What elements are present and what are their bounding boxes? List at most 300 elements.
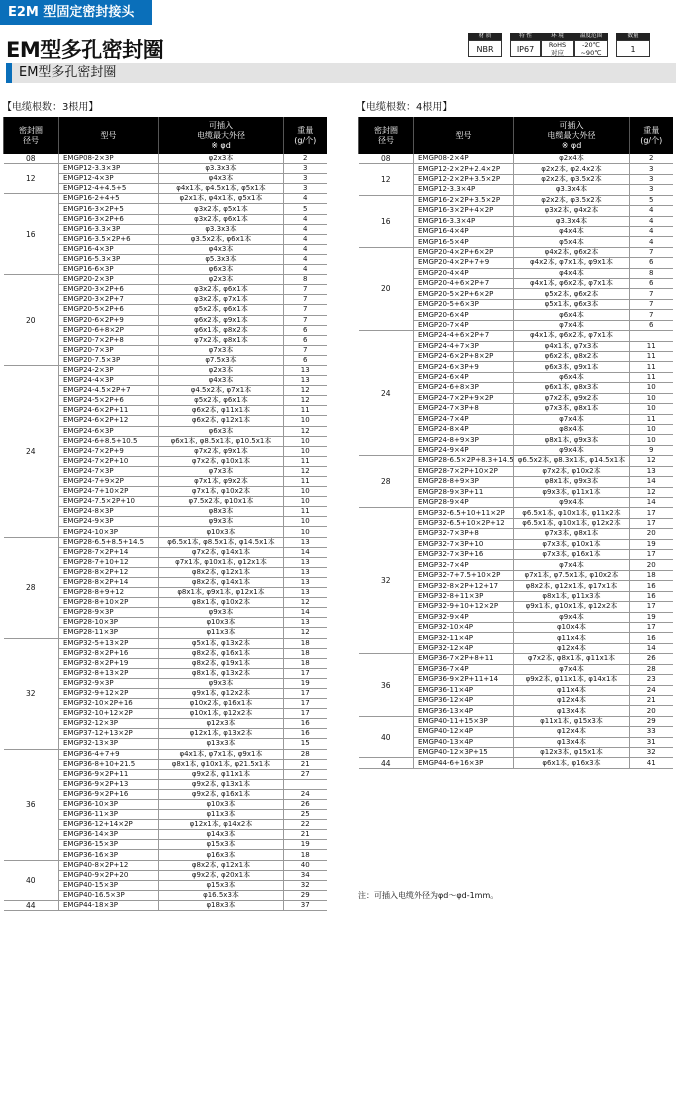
model-cell: EMGP36-11×3P <box>59 810 159 820</box>
model-cell: EMGP16-4×3P <box>59 244 159 254</box>
seal-dia-cell: 44 <box>4 900 59 910</box>
weight-cell: 10 <box>284 416 327 426</box>
model-cell: EMGP28-7×2P+14 <box>59 547 159 557</box>
cable-dia-cell: φ11x1本, φ15x3本 <box>514 716 630 726</box>
model-cell: EMGP32-11×4P <box>414 633 514 643</box>
model-cell: EMGP16-3×2P+5 <box>59 204 159 214</box>
weight-cell: 10 <box>630 383 673 393</box>
spec-badges <box>468 33 650 57</box>
weight-cell: 19 <box>284 678 327 688</box>
cable-dia-cell: φ5x1本, φ6x3本 <box>514 299 630 309</box>
model-cell: EMGP24-6×2P+12 <box>59 416 159 426</box>
model-cell: EMGP12-2×2P+2.4×2P <box>414 164 514 174</box>
model-cell: EMGP24-5×2P+6 <box>59 396 159 406</box>
model-cell: EMGP36-9×2P+13 <box>59 779 159 789</box>
weight-cell: 19 <box>630 539 673 549</box>
model-cell: EMGP32-12×4P <box>414 643 514 653</box>
weight-cell: 19 <box>630 612 673 622</box>
table-row <box>359 195 673 205</box>
spec-label: 温度范围 <box>574 33 608 40</box>
model-cell: EMGP20-2×3P <box>59 275 159 285</box>
model-cell: EMGP32-10×4P <box>414 622 514 632</box>
cable-dia-cell: φ12x3本 <box>159 719 284 729</box>
weight-cell: 14 <box>630 477 673 487</box>
cable-dia-cell: φ10x1本, φ12x2本 <box>159 709 284 719</box>
cable-dia-cell: φ16x3本 <box>159 850 284 860</box>
model-cell: EMGP36-15×3P <box>59 840 159 850</box>
weight-cell: 28 <box>630 664 673 674</box>
model-cell: EMGP24-10×3P <box>59 527 159 537</box>
model-cell: EMGP28-8+9×3P <box>414 477 514 487</box>
seal-dia-cell: 40 <box>359 716 414 758</box>
table-row <box>359 331 673 341</box>
weight-cell: 17 <box>630 550 673 560</box>
cable-dia-cell: φ9x2本, φ11x1本 <box>159 769 284 779</box>
weight-cell: 16 <box>630 591 673 601</box>
spec-quantity <box>616 33 650 57</box>
model-cell: EMGP36-13×4P <box>414 706 514 716</box>
weight-cell: 7 <box>284 295 327 305</box>
cable-dia-cell: φ8x4本 <box>514 424 630 434</box>
weight-cell: 20 <box>630 560 673 570</box>
model-cell: EMGP20-6+8×2P <box>59 325 159 335</box>
cable-dia-cell: φ7x3本 <box>159 466 284 476</box>
seal-dia-cell: 40 <box>4 860 59 900</box>
weight-cell: 4 <box>630 206 673 216</box>
cable-dia-cell: φ6.5x1本, φ10x1本, φ12x2本 <box>514 518 630 528</box>
weight-cell: 23 <box>630 675 673 685</box>
weight-cell: 13 <box>630 466 673 476</box>
model-cell: EMGP36-9×2P+11 <box>59 769 159 779</box>
cable-dia-cell: φ7x2本, φ9x2本 <box>514 393 630 403</box>
model-cell: EMGP24-4+6×2P+7 <box>414 331 514 341</box>
cable-dia-cell: φ5x2本, φ6x1本 <box>159 396 284 406</box>
weight-cell: 4 <box>630 226 673 236</box>
weight-cell: 16 <box>630 581 673 591</box>
seal-dia-cell: 32 <box>4 638 59 749</box>
seal-dia-cell: 24 <box>359 331 414 456</box>
weight-cell: 10 <box>630 404 673 414</box>
model-cell: EMGP24-6+8×3P <box>414 383 514 393</box>
cable-dia-cell: φ2x2本, φ3.5x2本 <box>514 174 630 184</box>
weight-cell: 13 <box>284 537 327 547</box>
model-cell: EMGP20-4+6×2P+7 <box>414 279 514 289</box>
weight-cell: 7 <box>284 305 327 315</box>
table-row <box>359 508 673 518</box>
weight-cell: 6 <box>630 279 673 289</box>
weight-cell: 21 <box>630 695 673 705</box>
table-row <box>359 654 673 664</box>
spec-label: 环 境 <box>541 33 574 40</box>
cable-dia-cell: φ8x1本, φ9x1本, φ12x1本 <box>159 588 284 598</box>
cable-dia-cell: φ7x4本 <box>514 414 630 424</box>
weight-cell: 12 <box>284 598 327 608</box>
cable-dia-cell: φ7x3本, φ8x1本 <box>514 404 630 414</box>
weight-cell: 10 <box>284 487 327 497</box>
cable-dia-cell: φ4.5x2本, φ7x1本 <box>159 386 284 396</box>
cable-dia-cell: φ4x3本 <box>159 174 284 184</box>
table-row <box>4 537 327 547</box>
spec-feature <box>510 33 541 57</box>
model-cell: EMGP24-6×2P+8×2P <box>414 352 514 362</box>
cable-dia-cell: φ9x2本, φ13x1本 <box>159 779 284 789</box>
cable-dia-cell: φ12x4本 <box>514 695 630 705</box>
model-cell: EMGP16-3×2P+6 <box>59 214 159 224</box>
model-cell: EMGP40-9×2P+20 <box>59 870 159 880</box>
weight-cell: 7 <box>284 315 327 325</box>
spec-value: 1 <box>616 40 650 57</box>
model-cell: EMGP32-8+11×3P <box>414 591 514 601</box>
cable-dia-cell: φ5x2本, φ6x2本 <box>514 289 630 299</box>
header-dia: 密封圈 径号 <box>359 117 414 154</box>
model-cell: EMGP40-16.5×3P <box>59 890 159 900</box>
model-cell: EMGP32-7+7.5+10×2P <box>414 570 514 580</box>
model-cell: EMGP16-2+4+5 <box>59 194 159 204</box>
cable-dia-cell: φ4x1本, φ6x2本, φ7x1本 <box>514 279 630 289</box>
cable-dia-cell: φ8x1本, φ10x2本 <box>159 598 284 608</box>
cable-dia-cell: φ4x1本, φ7x3本 <box>514 341 630 351</box>
weight-cell: 41 <box>630 758 673 768</box>
weight-cell: 17 <box>630 518 673 528</box>
seal-dia-cell: 12 <box>4 164 59 194</box>
model-cell: EMGP44-18×3P <box>59 900 159 910</box>
model-cell: EMGP20-7×4P <box>414 320 514 330</box>
header-model: 型号 <box>414 117 514 154</box>
weight-cell: 6 <box>284 325 327 335</box>
weight-cell: 7 <box>284 285 327 295</box>
model-cell: EMGP24-6×4P <box>414 372 514 382</box>
weight-cell: 12 <box>630 487 673 497</box>
table-row <box>359 716 673 726</box>
spec-value: IP67 <box>510 40 541 57</box>
weight-cell: 12 <box>284 396 327 406</box>
cable-dia-cell: φ6x1本, φ16x3本 <box>514 758 630 768</box>
weight-cell: 16 <box>630 633 673 643</box>
weight-cell: 31 <box>630 737 673 747</box>
header-cable: 可插入 电缆最大外径 ※ φd <box>159 117 284 154</box>
cable-dia-cell: φ3x2本, φ5x1本 <box>159 204 284 214</box>
cable-dia-cell: φ6x3本, φ9x1本 <box>514 362 630 372</box>
cable-dia-cell: φ8x3本 <box>159 507 284 517</box>
model-cell: EMGP24-7×2P+9×2P <box>414 393 514 403</box>
model-cell: EMGP32-5+13×2P <box>59 638 159 648</box>
weight-cell: 33 <box>630 727 673 737</box>
model-cell: EMGP24-6×3P <box>59 426 159 436</box>
seal-dia-cell: 08 <box>4 154 59 164</box>
model-cell: EMGP28-8×2P+14 <box>59 577 159 587</box>
table-row <box>359 456 673 466</box>
cable-dia-cell: φ7x4本 <box>514 664 630 674</box>
weight-cell: 11 <box>284 477 327 487</box>
weight-cell: 14 <box>284 608 327 618</box>
model-cell: EMGP32-12×3P <box>59 719 159 729</box>
weight-cell: 11 <box>630 414 673 424</box>
cable-dia-cell: φ9x1本, φ10x1本, φ12x2本 <box>514 602 630 612</box>
cable-dia-cell: φ12x1本, φ14x2本 <box>159 820 284 830</box>
model-cell: EMGP32-9+12×2P <box>59 688 159 698</box>
model-cell: EMGP24-7×3P <box>59 466 159 476</box>
cable-dia-cell: φ3.3x3本 <box>159 164 284 174</box>
weight-cell: 17 <box>284 709 327 719</box>
weight-cell: 8 <box>630 268 673 278</box>
weight-cell: 4 <box>284 244 327 254</box>
model-cell: EMGP32-13×3P <box>59 739 159 749</box>
cable-dia-cell: φ7x3本, φ16x1本 <box>514 550 630 560</box>
seal-dia-cell: 20 <box>4 275 59 366</box>
cable-dia-cell: φ5x4本 <box>514 237 630 247</box>
weight-cell: 29 <box>630 716 673 726</box>
model-cell: EMGP32-10+12×2P <box>59 709 159 719</box>
cable-dia-cell: φ9x2本, φ11x1本, φ14x1本 <box>514 675 630 685</box>
model-cell: EMGP24-7+10×2P <box>59 487 159 497</box>
model-cell: EMGP36-14×3P <box>59 830 159 840</box>
model-cell: EMGP36-9×2P+11+14 <box>414 675 514 685</box>
subtitle: EM型多孔密封圈 <box>19 65 117 80</box>
weight-cell: 10 <box>630 424 673 434</box>
cable-dia-cell: φ6x3本 <box>159 265 284 275</box>
seal-dia-cell: 32 <box>359 508 414 654</box>
weight-cell: 24 <box>284 789 327 799</box>
cable-dia-cell: φ8x2本, φ19x1本 <box>159 658 284 668</box>
model-cell: EMGP24-4+7×3P <box>414 341 514 351</box>
model-cell: EMGP24-2×3P <box>59 365 159 375</box>
weight-cell: 14 <box>284 547 327 557</box>
seal-dia-cell: 20 <box>359 247 414 330</box>
model-cell: EMGP36-4+7+9 <box>59 749 159 759</box>
cable-dia-cell: φ3x2本, φ4x2本 <box>514 206 630 216</box>
cable-dia-cell: φ2x3本 <box>159 275 284 285</box>
model-cell: EMGP12-3.3×4P <box>414 185 514 195</box>
cable-dia-cell: φ10x2本, φ16x1本 <box>159 699 284 709</box>
model-cell: EMGP36-7×2P+8+11 <box>414 654 514 664</box>
cable-dia-cell: φ4x1本, φ7x1本, φ9x1本 <box>159 749 284 759</box>
weight-cell: 20 <box>630 706 673 716</box>
cable-dia-cell: φ7x1本, φ9x2本 <box>159 477 284 487</box>
cable-dia-cell: φ9x4本 <box>514 612 630 622</box>
model-cell: EMGP28-7×2P+10×2P <box>414 466 514 476</box>
weight-cell: 17 <box>630 602 673 612</box>
cable-dia-cell: φ11x4本 <box>514 685 630 695</box>
seal-dia-cell: 28 <box>4 537 59 638</box>
weight-cell: 10 <box>284 446 327 456</box>
cable-dia-cell: φ10x3本 <box>159 527 284 537</box>
model-cell: EMGP28-6.5+8.5+14.5 <box>59 537 159 547</box>
seal-dia-cell: 12 <box>359 164 414 195</box>
table-4-cable <box>358 117 673 769</box>
weight-cell: 4 <box>284 194 327 204</box>
cable-dia-cell: φ2x1本, φ4x1本, φ5x1本 <box>159 194 284 204</box>
weight-cell: 3 <box>630 174 673 184</box>
weight-cell: 3 <box>284 164 327 174</box>
spec-group <box>510 33 608 57</box>
seal-dia-cell: 16 <box>359 195 414 247</box>
model-cell: EMGP24-6×2P+11 <box>59 406 159 416</box>
section-title-3-cable: 【电缆根数：3根用】 <box>2 102 99 113</box>
model-cell: EMGP24-9×3P <box>59 517 159 527</box>
seal-dia-cell: 28 <box>359 456 414 508</box>
spec-label: 特 性 <box>510 33 541 40</box>
header-weight: 重量 (g/个) <box>630 117 673 154</box>
spec-material <box>468 33 502 57</box>
model-cell: EMGP28-6.5×2P+8.3+14.5 <box>414 456 514 466</box>
weight-cell: 18 <box>284 638 327 648</box>
model-cell: EMGP32-7×4P <box>414 560 514 570</box>
model-cell: EMGP20-6×2P+9 <box>59 315 159 325</box>
spec-label: 数量 <box>616 33 650 40</box>
weight-cell: 17 <box>284 699 327 709</box>
cable-dia-cell: φ6.5x1本, φ10x1本, φ11x2本 <box>514 508 630 518</box>
model-cell: EMGP20-4×2P+6×2P <box>414 247 514 257</box>
spec-label: 材 质 <box>468 33 502 40</box>
weight-cell <box>284 779 327 789</box>
seal-dia-cell: 24 <box>4 365 59 537</box>
model-cell: EMGP28-10×3P <box>59 618 159 628</box>
table-row <box>4 275 327 285</box>
weight-cell: 12 <box>284 628 327 638</box>
weight-cell: 12 <box>284 426 327 436</box>
model-cell: EMGP20-4×2P+7+9 <box>414 258 514 268</box>
model-cell: EMGP24-4.5×2P+7 <box>59 386 159 396</box>
spec-value: RoHS 对应 <box>541 40 574 57</box>
cable-dia-cell: φ11x4本 <box>514 633 630 643</box>
weight-cell: 7 <box>630 310 673 320</box>
table-row <box>359 758 673 768</box>
seal-dia-cell: 44 <box>359 758 414 768</box>
model-cell: EMGP40-11+15×3P <box>414 716 514 726</box>
cable-dia-cell: φ4x2本, φ7x1本, φ9x1本 <box>514 258 630 268</box>
weight-cell: 11 <box>284 507 327 517</box>
cable-dia-cell: φ7x4本 <box>514 320 630 330</box>
cable-dia-cell: φ3x2本, φ6x1本 <box>159 285 284 295</box>
model-cell: EMGP28-9×3P+11 <box>414 487 514 497</box>
weight-cell: 13 <box>284 588 327 598</box>
cable-dia-cell: φ6x2本, φ11x1本 <box>159 406 284 416</box>
table-row <box>4 164 327 174</box>
model-cell: EMGP40-12×3P+15 <box>414 748 514 758</box>
weight-cell: 13 <box>284 557 327 567</box>
cable-dia-cell: φ6x2本, φ9x1本 <box>159 315 284 325</box>
cable-dia-cell: φ5x1本, φ13x2本 <box>159 638 284 648</box>
weight-cell: 10 <box>630 393 673 403</box>
model-cell: EMGP36-8+10+21.5 <box>59 759 159 769</box>
model-cell: EMGP20-4×4P <box>414 268 514 278</box>
model-cell: EMGP24-9×4P <box>414 445 514 455</box>
weight-cell: 4 <box>630 237 673 247</box>
weight-cell: 16 <box>284 729 327 739</box>
cable-dia-cell: φ6x1本, φ8x2本 <box>159 325 284 335</box>
cable-dia-cell: φ7x2本, φ10x2本 <box>514 466 630 476</box>
model-cell: EMGP32-8×2P+19 <box>59 658 159 668</box>
cable-dia-cell: φ3.3x4本 <box>514 216 630 226</box>
cable-dia-cell: φ4x4本 <box>514 226 630 236</box>
weight-cell: 3 <box>630 185 673 195</box>
model-cell: EMGP08-2×3P <box>59 154 159 164</box>
model-cell: EMGP24-7+9×2P <box>59 477 159 487</box>
model-cell: EMGP40-13×4P <box>414 737 514 747</box>
weight-cell: 9 <box>630 445 673 455</box>
model-cell: EMGP20-5×2P+6×2P <box>414 289 514 299</box>
cable-dia-cell: φ11x3本 <box>159 810 284 820</box>
model-cell: EMGP20-3×2P+7 <box>59 295 159 305</box>
cable-dia-cell: φ9x3本 <box>159 678 284 688</box>
cable-dia-cell: φ5x2本, φ6x1本 <box>159 305 284 315</box>
header-weight: 重量 (g/个) <box>284 117 327 154</box>
model-cell: EMGP40-8×2P+12 <box>59 860 159 870</box>
model-cell: EMGP32-9+10+12×2P <box>414 602 514 612</box>
weight-cell: 7 <box>630 247 673 257</box>
weight-cell: 26 <box>284 800 327 810</box>
cable-dia-cell: φ4x2本, φ6x2本 <box>514 247 630 257</box>
header-dia: 密封圈 径号 <box>4 117 59 154</box>
weight-cell: 12 <box>284 466 327 476</box>
cable-dia-cell: φ4x3本 <box>159 244 284 254</box>
cable-dia-cell: φ5.3x3本 <box>159 254 284 264</box>
weight-cell: 16 <box>284 719 327 729</box>
model-cell: EMGP32-10×2P+16 <box>59 699 159 709</box>
model-cell: EMGP32-9×3P <box>59 678 159 688</box>
cable-dia-cell: φ12x4本 <box>514 643 630 653</box>
weight-cell: 27 <box>284 769 327 779</box>
cable-dia-cell: φ8x2本, φ12x1本 <box>159 567 284 577</box>
cable-dia-cell: φ10x3本 <box>159 618 284 628</box>
model-cell: EMGP16-3.5×2P+6 <box>59 234 159 244</box>
weight-cell: 4 <box>284 265 327 275</box>
model-cell: EMGP20-7×2P+8 <box>59 335 159 345</box>
cable-dia-cell: φ8x1本, φ9x3本 <box>514 477 630 487</box>
cable-dia-cell: φ6x2本, φ8x2本 <box>514 352 630 362</box>
model-cell: EMGP36-12×4P <box>414 695 514 705</box>
cable-dia-cell: φ7x2本, φ14x1本 <box>159 547 284 557</box>
weight-cell: 18 <box>630 570 673 580</box>
cable-dia-cell: φ9x3本 <box>159 608 284 618</box>
model-cell: EMGP24-4×3P <box>59 376 159 386</box>
weight-cell: 4 <box>284 234 327 244</box>
weight-cell: 14 <box>630 643 673 653</box>
weight-cell: 13 <box>284 618 327 628</box>
cable-dia-cell: φ7x3本 <box>159 345 284 355</box>
cable-dia-cell: φ7x2本, φ10x1本 <box>159 456 284 466</box>
cable-dia-cell: φ7x2本, φ8x1本, φ11x1本 <box>514 654 630 664</box>
page-title: EM型多孔密封圈 <box>6 38 164 62</box>
cable-dia-cell: φ8x1本, φ9x3本 <box>514 435 630 445</box>
model-cell: EMGP44-6+16×3P <box>414 758 514 768</box>
weight-cell: 3 <box>630 164 673 174</box>
cable-dia-cell: φ3.3x4本 <box>514 185 630 195</box>
cable-dia-cell: φ6.5x2本, φ8.3x1本, φ14.5x1本 <box>514 456 630 466</box>
cable-dia-cell: φ10x4本 <box>514 622 630 632</box>
model-cell: EMGP37-12+13×2P <box>59 729 159 739</box>
weight-cell: 11 <box>630 372 673 382</box>
model-cell: EMGP24-7×2P+10 <box>59 456 159 466</box>
weight-cell: 7 <box>630 299 673 309</box>
cable-dia-cell: φ3x2本, φ6x1本 <box>159 214 284 224</box>
weight-cell: 34 <box>284 870 327 880</box>
weight-cell: 11 <box>630 341 673 351</box>
cable-dia-cell: φ4x4本 <box>514 268 630 278</box>
weight-cell: 11 <box>630 362 673 372</box>
spec-value: NBR <box>468 40 502 57</box>
model-cell: EMGP40-15×3P <box>59 880 159 890</box>
weight-cell: 10 <box>284 527 327 537</box>
model-cell: EMGP16-5.3×3P <box>59 254 159 264</box>
weight-cell: 17 <box>630 622 673 632</box>
weight-cell: 19 <box>284 840 327 850</box>
model-cell: EMGP20-5×2P+6 <box>59 305 159 315</box>
weight-cell: 12 <box>284 386 327 396</box>
cable-dia-cell: φ16.5x3本 <box>159 890 284 900</box>
model-cell: EMGP28-7+10+12 <box>59 557 159 567</box>
table-row <box>4 860 327 870</box>
